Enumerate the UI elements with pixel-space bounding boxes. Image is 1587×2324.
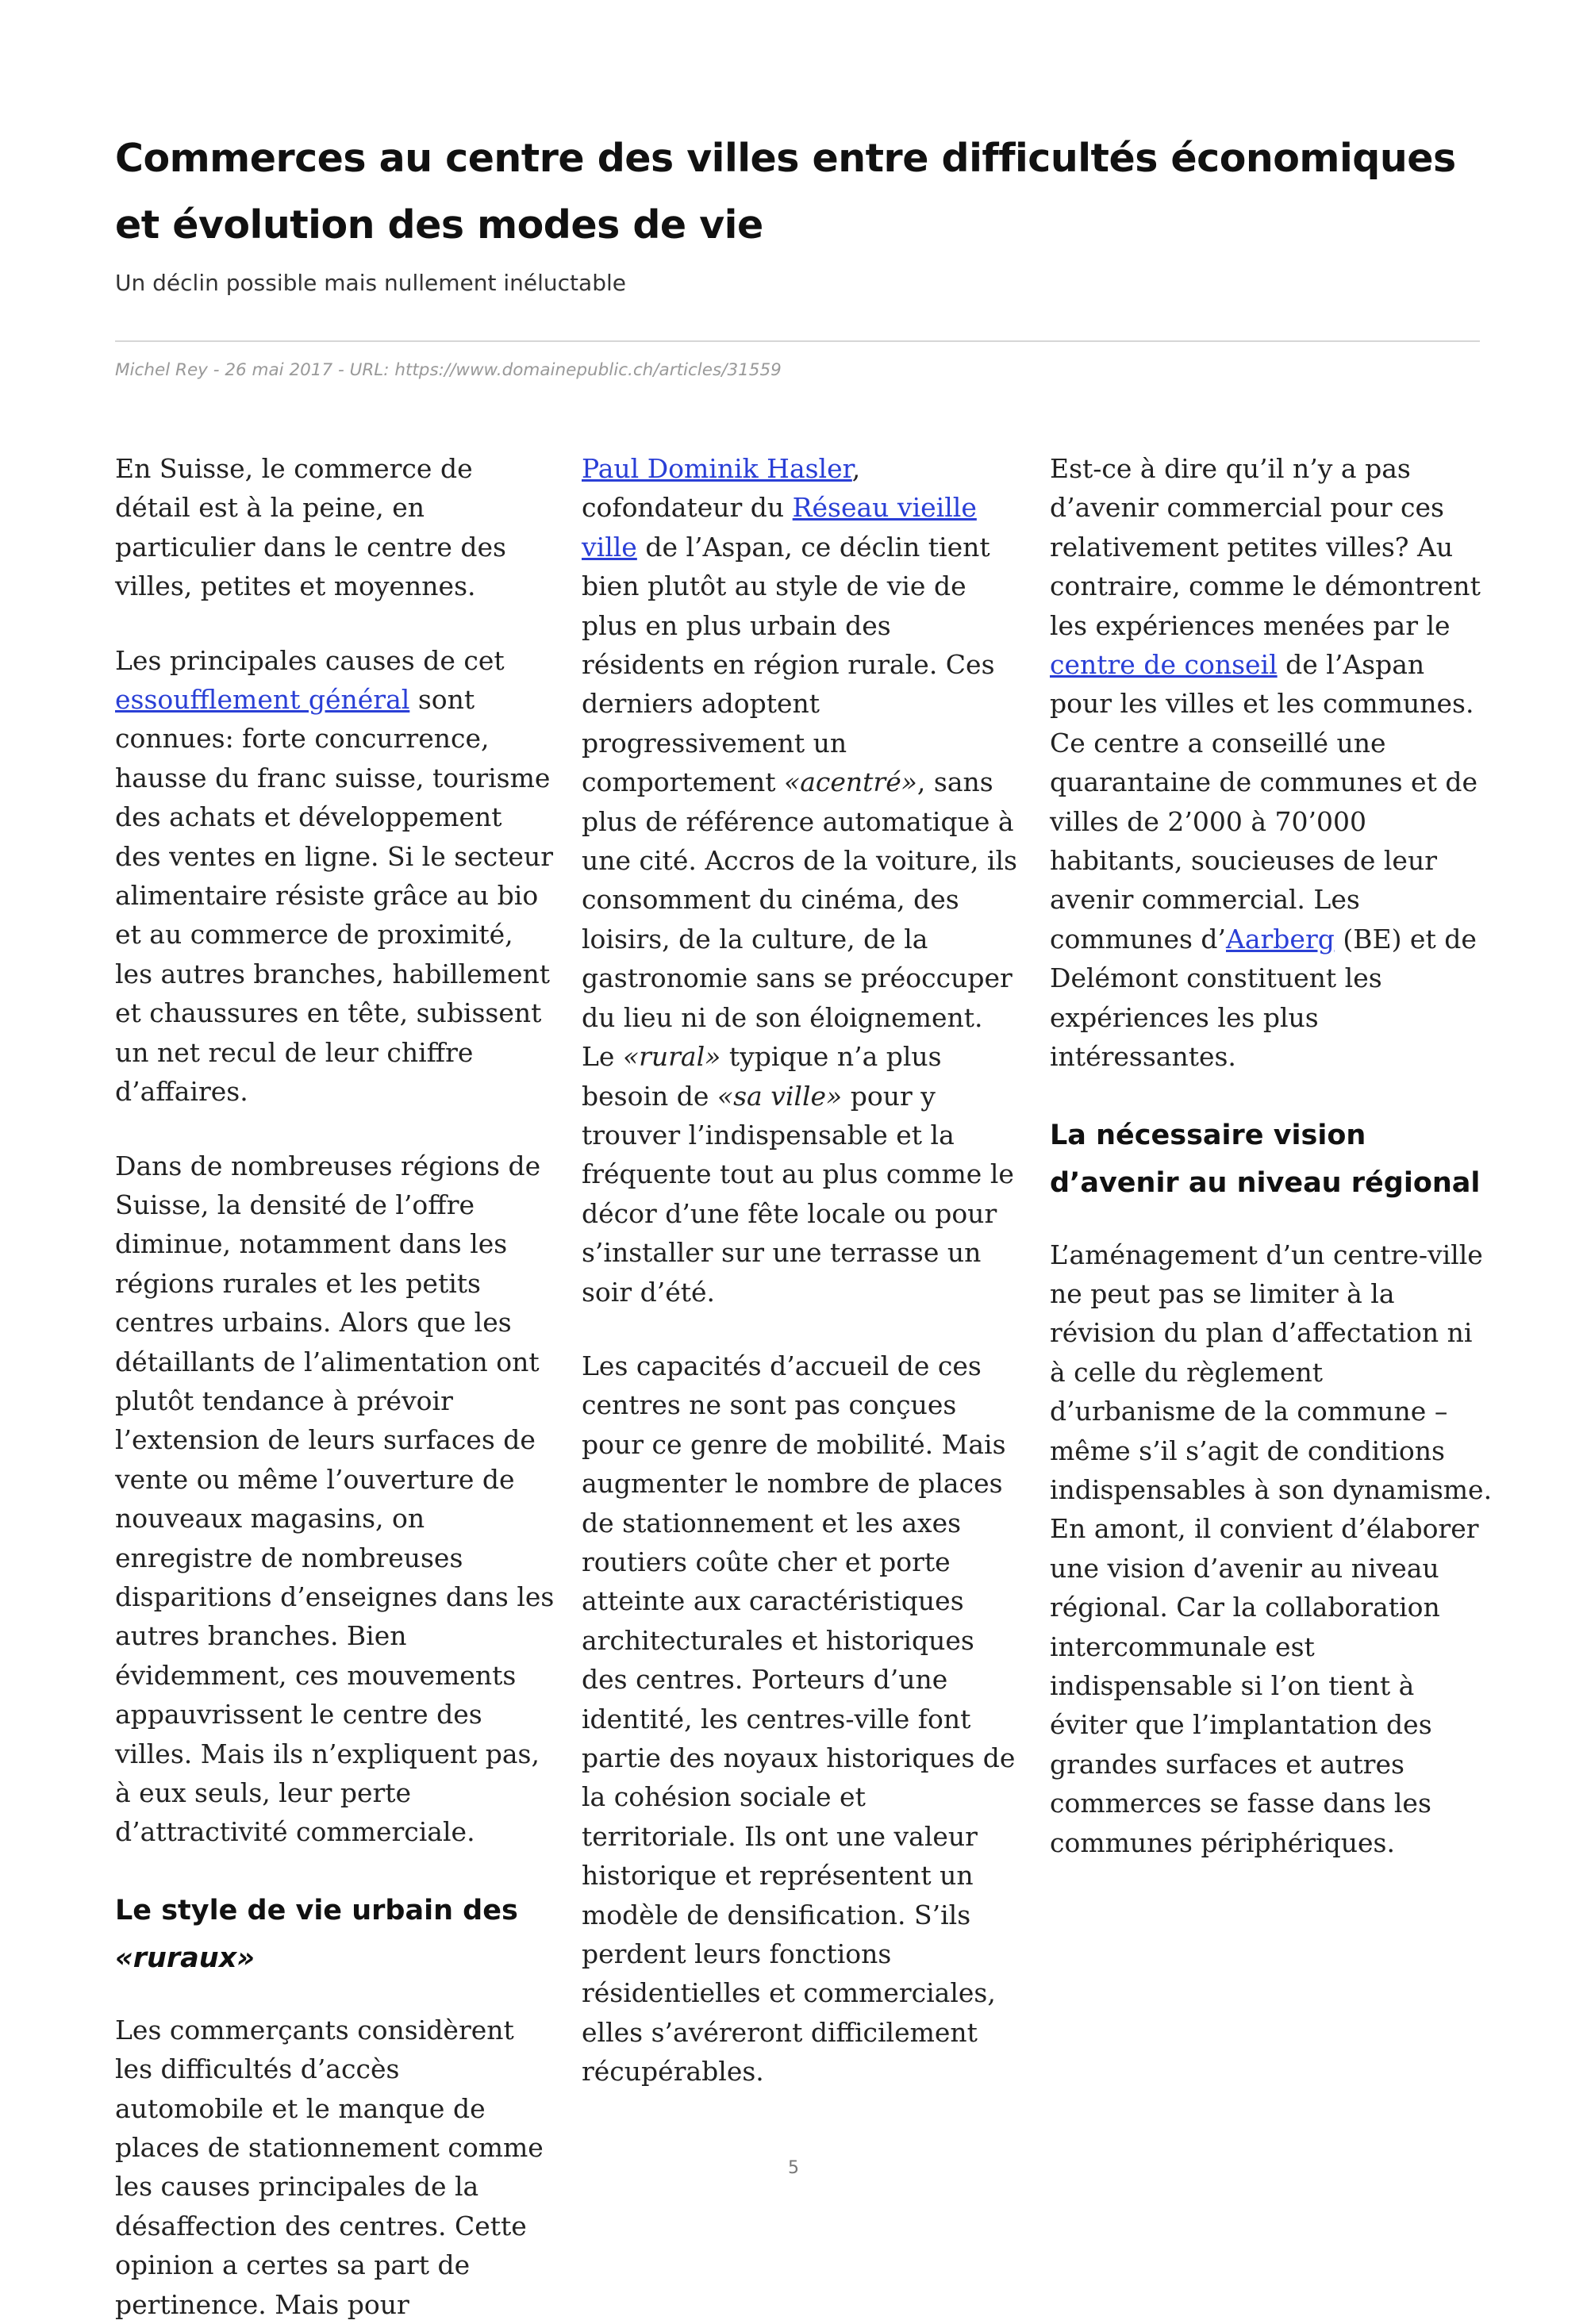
- article-subtitle: Un déclin possible mais nullement inéluctable: [115, 270, 626, 296]
- link-reseau-vieille-ville[interactable]: Réseau vieille ville: [582, 492, 977, 563]
- text-span: , cofondateur du: [582, 453, 861, 524]
- text-span: Les commerçants considèrent les difficultés d’accès automobile et le manque de places de stationnement comme les causes principales de la désaffection des centres. Cette opinion a certes sa part de pertinence. Mais pour: [115, 2014, 544, 2320]
- paragraph: L’aménagement d’un centre-ville ne peut pas se limiter à la révision du plan d’affectation ni à celle du règlement d’urbanisme de la commune – même s’il s’agit de conditions indispensables à son dynamisme. En amont, il convient d’élaborer une vision d’avenir au niveau régional. Car la collaboration intercommunale est indispensable si l’on tient à éviter que l’implantation des grandes surfaces et autres commerces se fasse dans les communes périphériques.: [1050, 1239, 1493, 1858]
- link-centre-de-conseil[interactable]: centre de conseil: [1050, 649, 1278, 681]
- paragraph: Les capacités d’accueil de ces centres ne sont pas conçues pour ce genre de mobilité. Mais augmenter le nombre de places de stationnement et les axes routiers coûte cher et porte atteinte aux caractéristiques architecturales et historiques des centres. Porteurs d’une identité, les centres-ville font partie des noyaux historiques de la cohésion sociale et territoriale. Ils ont une valeur historique et représentent un modèle de densification. S’ils perdent leurs fonctions résidentielles et commerciales, elles s’avéreront difficilement récupérables.: [582, 1350, 1016, 2088]
- section-heading: La nécessaire vision d’avenir au niveau régional: [1050, 1119, 1481, 1199]
- header-divider: [115, 340, 1480, 342]
- paragraph-continued: [582, 449, 1022, 1312]
- text-column-1: [115, 449, 555, 2324]
- text-span: , sans plus de référence automatique à une cité. Accros de la voiture, ils consomment du cinéma, des loisirs, de la culture, de la gastronomie sans se préoccuper du lieu ni de son éloignement. Le: [582, 766, 1017, 1073]
- text-column-2: [582, 449, 1022, 2092]
- paragraph: En Suisse, le commerce de détail est à la peine, en particulier dans le centre des villes, petites et moyennes.: [115, 453, 506, 602]
- text-span: de l’Aspan, ce déclin tient bien plutôt au style de vie de plus en plus urbain des résidents en région rurale. Ces derniers adoptent progressivement un comportement: [582, 531, 995, 798]
- article-title: Commerces au centre des villes entre difficultés économiques et évolution des modes de vie: [115, 136, 1456, 248]
- text-span: Les principales causes de cet: [115, 644, 505, 676]
- article-meta: Michel Rey - 26 mai 2017 - URL: https://www.domainepublic.ch/articles/31559: [115, 360, 782, 380]
- heading-text: Le style de vie urbain des: [115, 1894, 518, 1926]
- link-paul-dominik-hasler[interactable]: Paul Dominik Hasler: [582, 453, 852, 484]
- text-span: Est-ce à dire qu’il n’y a pas d’avenir commercial pour ces relativement petites villes? Au contraire, comme le démontrent les expériences menées par le: [1050, 453, 1481, 641]
- emphasis: «acentré»: [784, 766, 917, 798]
- text-span: sont connues: forte concurrence, hausse du franc suisse, tourisme des achats et développement des ventes en ligne. Si le secteur alimentaire résiste grâce au bio et au commerce de proximité, les autres branches, habillement et chaussures en tête, subissent un net recul de leur chiffre d’affaires.: [115, 684, 553, 1108]
- link-essoufflement[interactable]: essoufflement général: [115, 684, 410, 716]
- section-heading: [115, 1887, 555, 1982]
- text-span: de l’Aspan pour les villes et les communes. Ce centre a conseillé une quarantaine de communes et de villes de 2’000 à 70’000 habitants, soucieuses de leur avenir commercial. Les communes d’: [1050, 649, 1477, 955]
- emphasis: «sa ville»: [717, 1080, 843, 1112]
- text-span: (BE) et de Delémont constituent les expériences les plus intéressantes.: [1050, 923, 1477, 1073]
- text-span: typique n’a plus besoin de: [582, 1041, 942, 1112]
- page-number: 5: [788, 2158, 799, 2178]
- paragraph: [115, 641, 555, 1112]
- paragraph: Dans de nombreuses régions de Suisse, la densité de l’offre diminue, notamment dans les régions rurales et les petits centres urbains. Alors que les détaillants de l’alimentation ont plutôt tendance à prévoir l’extension de leurs surfaces de vente ou même l’ouverture de nouveaux magasins, on enregistre de nombreuses disparitions d’enseignes dans les autres branches. Bien évidemment, ces mouvements appauvrissent le centre des villes. Mais ils n’expliquent pas, à eux seuls, leur perte d’attractivité commerciale.: [115, 1150, 555, 1848]
- heading-emphasis: «ruraux»: [115, 1942, 256, 1974]
- text-column-3: [1050, 449, 1494, 1862]
- emphasis: «rural»: [622, 1041, 721, 1073]
- paragraph: [1050, 449, 1494, 1077]
- text-span: pour y trouver l’indispensable et la fréquente tout au plus comme le décor d’une fête locale ou pour s’installer sur une terrasse un soir d’été.: [582, 1080, 1014, 1308]
- link-aarberg[interactable]: Aarberg: [1226, 923, 1335, 955]
